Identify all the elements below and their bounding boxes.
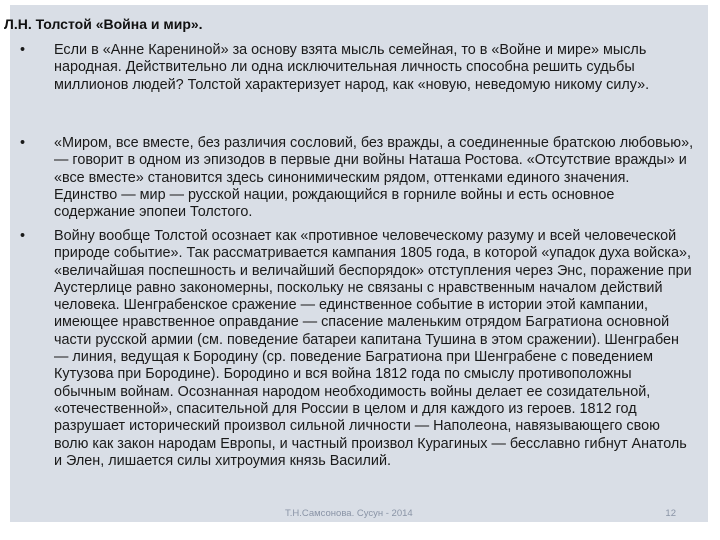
bullet-marker: • [20,42,26,58]
bullet-marker: • [20,135,26,151]
page-number: 12 [665,508,676,519]
slide-footer [10,508,708,522]
bullet-marker: • [20,228,26,244]
bullet-text: Если в «Анне Карениной» за основу взята мысль семейная, то в «Войне и мире» мысль народная. Действительно ли одна исключительная личность способна решить судьбы миллионов людей? Толстой характеризует народ, как «новую, неведомую никому силу». [54,42,650,93]
slide-title: Л.Н. Толстой «Война и мир». [4,16,203,32]
footer-author: Т.Н.Самсонова. Сусун - 2014 [285,508,413,519]
bullet-text: «Миром, все вместе, без различия сословий, без вражды, а соединенные братскою любовью», — говорит в одном из эпизодов в первые дни войны Наташа Ростова. «Отсутствие вражды» и «все вместе» становится здесь синонимическим рядом, оттенками единого значения. Единство — мир — русской нации, рождающийся в горниле войны и есть основное содержание эпопеи Толстого. [54,135,694,221]
bullet-text: Войну вообще Толстой осознает как «противное человеческому разуму и всей человеческой природе событие». Так рассматривается кампания 1805 года, в которой «упадок духа войска», «величайшая поспешность и величайший беспорядок» отступления через Энс, поражение при Аустерлице равно закономерны, поскольку не связаны с нравственным началом действий человека. Шенграбенское сражение — единственное событие в истории этой кампании, имеющее нравственное оправдание — спасение маленьким отрядом Багратиона основной части русской армии (см. поведение батареи капитана Тушина в этом сражении). Шенграбен — линия, ведущая к Бородину (ср. поведение Багратиона при Шенграбене с поведением Кутузова при Бородине). Бородино и вся война 1812 года по смыслу противоположны обычным войнам. Осознанная народом необходимость войны делает ее созидательной, «отечественной», спасительной для России в целом и для каждого из героев. 1812 год разрушает исторический произвол сильной личности — Наполеона, навязывающего свою волю как закон народам Европы, и частный произвол Курагиных — бесславно гибнут Анатоль и Элен, лишается силы хитроумия князь Василий. [54,228,692,469]
content-panel [10,5,708,522]
